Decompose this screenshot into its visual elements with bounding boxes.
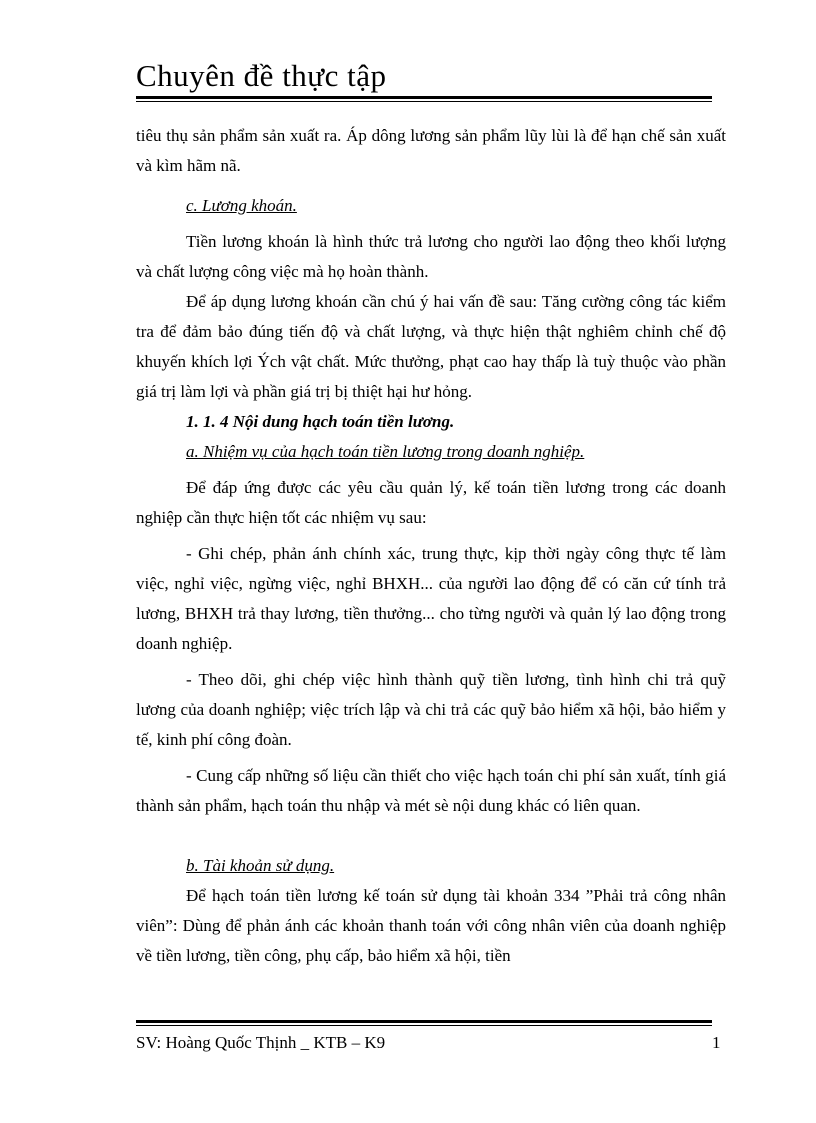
footer-rule-thick	[136, 1020, 712, 1023]
header-rule-thin	[136, 101, 712, 102]
paragraph-tai-khoan-334: Để hạch toán tiền lương kế toán sử dụng tài khoản 334 ”Phải trả công nhân viên”: Dùng để phản ánh các khoản thanh toán với công nhân viên của doanh nghiệp về tiền lương, tiền công, phụ cấp, bảo hiểm xã hội, tiền	[136, 886, 726, 965]
heading-luong-khoan: c. Lương khoán.	[186, 196, 297, 215]
document-body	[136, 121, 726, 971]
footer-page-number: 1	[712, 1033, 721, 1052]
heading-tai-khoan: b. Tài khoản sử dụng.	[186, 856, 335, 875]
paragraph-luong-khoan-definition: Tiền lương khoán là hình thức trả lương cho người lao động theo khối lượng và chất lượng công việc mà họ hoàn thành.	[136, 232, 726, 281]
paragraph-task-1: - Ghi chép, phản ánh chính xác, trung thực, kịp thời ngày công thực tế làm việc, nghỉ việc, ngừng việc, nghỉ BHXH... của người lao động để có căn cứ tính trả lương, BHXH trả thay lương, tiền thưởng... cho từng người và quản lý lao động trong doanh nghiệp.	[136, 544, 726, 653]
paragraph-luong-khoan-conditions: Để áp dụng lương khoán cần chú ý hai vấn đề sau: Tăng cường công tác kiểm tra để đảm bảo đúng tiến độ và chất lượng, và thực hiện thật nghiêm chỉnh chế độ khuyến khích lợi Ých vật chất. Mức thưởng, phạt cao hay thấp là tuỳ thuộc vào phần giá trị làm lợi và phần giá trị bị thiệt hại hư hỏng.	[136, 292, 726, 401]
heading-section-1-1-4: 1. 1. 4 Nội dung hạch toán tiền lương.	[186, 412, 455, 431]
header-rule-thick	[136, 96, 712, 99]
page-header-title: Chuyên đề thực tập	[136, 58, 387, 93]
heading-nhiem-vu: a. Nhiệm vụ của hạch toán tiền lương trong doanh nghiệp.	[186, 442, 585, 461]
paragraph-task-3: - Cung cấp những số liệu cần thiết cho việc hạch toán chi phí sản xuất, tính giá thành sản phẩm, hạch toán thu nhập và mét sè nội dung khác có liên quan.	[136, 766, 726, 815]
paragraph-nhiem-vu-intro: Để đáp ứng được các yêu cầu quản lý, kế toán tiền lương trong các doanh nghiệp cần thực hiện tốt các nhiệm vụ sau:	[136, 478, 726, 527]
paragraph-continuation: tiêu thụ sản phẩm sản xuất ra. Áp dông lương sản phẩm lũy lùi là để hạn chế sản xuất và kìm hãm nã.	[136, 126, 726, 175]
footer-rule-thin	[136, 1025, 712, 1026]
footer-student: SV: Hoàng Quốc Thịnh _ KTB – K9	[136, 1033, 386, 1052]
paragraph-task-2: - Theo dõi, ghi chép việc hình thành quỹ tiền lương, tình hình chi trả quỹ lương của doanh nghiệp; việc trích lập và chi trả các quỹ bảo hiểm xã hội, bảo hiểm y tế, kinh phí công đoàn.	[136, 670, 726, 749]
